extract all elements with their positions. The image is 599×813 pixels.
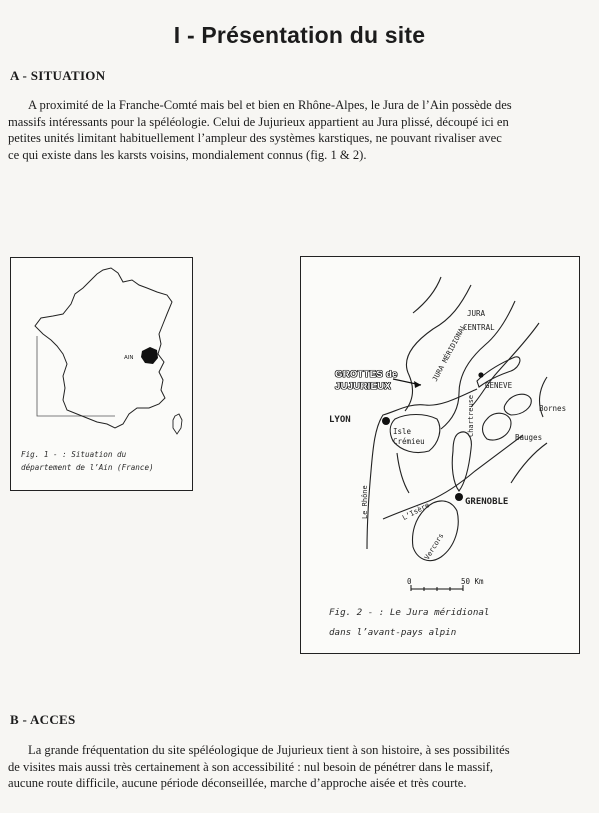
section-b-line-1: La grande fréquentation du site spéléologique de Jujurieux tient à son histoire, à ses possibilités <box>28 743 510 757</box>
cremieu-ridge <box>397 453 409 493</box>
figure-1-caption-line-2: département de l’Ain (France) <box>21 463 154 472</box>
jura-ridge-north <box>413 277 441 313</box>
label-cremieu: Crémieu <box>393 437 425 446</box>
figure-1-caption-line-1: Fig. 1 - : Situation du <box>21 450 127 459</box>
label-jura: JURA <box>467 309 486 318</box>
lyon-dot <box>382 417 390 425</box>
figure-1-map-france <box>10 257 193 491</box>
bornes-massif <box>504 394 531 415</box>
label-bauges: Bauges <box>515 433 543 442</box>
label-le-rhone: Le Rhône <box>361 485 369 519</box>
figure-2-caption-line-1: Fig. 2 - : Le Jura méridional <box>329 607 490 618</box>
alpine-ridge-2 <box>511 443 547 483</box>
label-bornes: Bornes <box>539 404 567 413</box>
label-vercors: Vercors <box>423 531 446 562</box>
bauges-massif <box>483 413 512 440</box>
label-central: CENTRAL <box>463 323 495 332</box>
ain-map-label: AIN <box>124 355 134 361</box>
jura-ridge-east <box>471 323 539 407</box>
section-a-paragraph <box>8 97 578 163</box>
section-a-heading: A - SITUATION <box>10 68 106 83</box>
rhone-river <box>367 389 477 549</box>
ain-department-highlight <box>141 347 158 364</box>
figure-2-caption <box>329 603 489 643</box>
label-chartreuse: Chartreuse <box>467 394 475 437</box>
label-scale-50: 50 Km <box>461 577 484 586</box>
corsica-outline <box>173 414 182 434</box>
label-grottes-line-2: JUJURIEUX <box>335 381 392 392</box>
label-isle: Isle <box>393 427 412 436</box>
figure-1-caption <box>21 448 154 474</box>
grenoble-dot <box>455 493 463 501</box>
section-a-line-3: petites unités limitant habituellement l’ampleur des systèmes karstiques, ne pouvant rivaliser avec <box>8 131 502 145</box>
label-grenoble: GRENOBLE <box>465 497 509 507</box>
section-b-heading: B - ACCES <box>10 712 76 727</box>
page-title: I - Présentation du site <box>173 22 426 48</box>
geneve-dot <box>478 372 483 377</box>
section-b-paragraph <box>8 742 578 792</box>
inset-frame-line <box>37 336 115 416</box>
label-grottes-line-1: GROTTES de <box>335 369 398 380</box>
label-scale-0: 0 <box>407 577 412 586</box>
label-lyon: LYON <box>329 415 351 425</box>
jura-map-drawing <box>301 257 579 653</box>
scale-bar <box>411 585 463 591</box>
section-a-line-4: ce qui existe dans les karsts voisins, mondialement connus (fig. 1 & 2). <box>8 147 367 162</box>
section-b-line-2: de visites mais aussi très certainement à son accessibilité : nul besoin de pénétrer dans le massif, <box>8 759 494 774</box>
figure-2-map-jura <box>300 256 580 654</box>
label-jura-meridional: JURA MÉRIDIONAL <box>431 323 468 383</box>
figure-2-caption-line-2: dans l’avant-pays alpin <box>329 627 457 638</box>
jura-outline-west <box>405 285 471 411</box>
label-l-isere: L’Isère <box>401 501 431 523</box>
label-geneve: GENEVE <box>485 381 513 390</box>
section-a-line-1: A proximité de la Franche-Comté mais bel et bien en Rhône-Alpes, le Jura de l’Ain possède des <box>28 98 512 112</box>
section-a-line-2: massifs intéressants pour la spéléologie. Celui de Jujurieux appartient au Jura plissé, découpé ici en <box>8 114 509 129</box>
grottes-arrow-head <box>414 381 421 388</box>
section-b-line-3: aucune route difficile, aucune période déconseillée, marche d’approche aisée et très courte. <box>8 776 467 790</box>
